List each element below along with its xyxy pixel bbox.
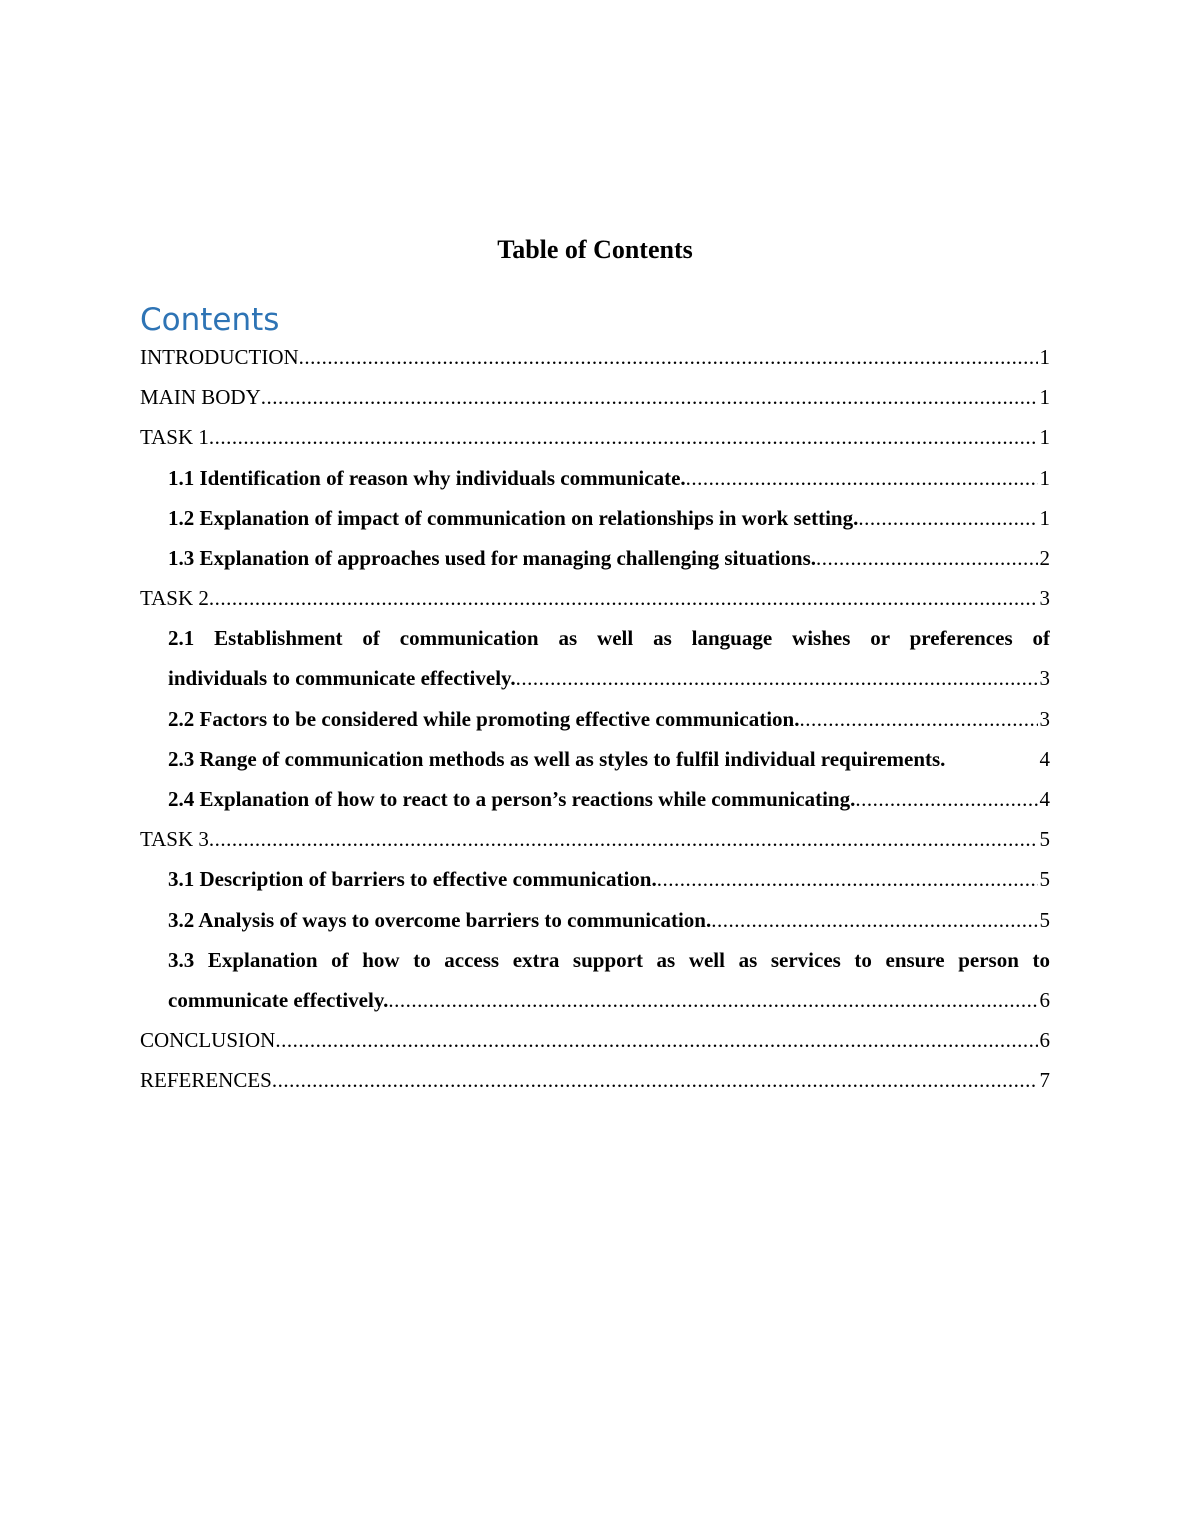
toc-leader-dots bbox=[275, 1020, 1037, 1060]
toc-entry-label: TASK 1 bbox=[140, 425, 209, 450]
toc-entry-label: REFERENCES bbox=[140, 1068, 272, 1093]
toc-page-number: 4 bbox=[1039, 746, 1050, 771]
toc-entry-label-line-1: 3.3 Explanation of how to access extra support as well as services to ensure person to bbox=[168, 947, 1050, 972]
toc-entry-conclusion[interactable] bbox=[140, 1020, 1050, 1060]
toc-entry-task-2[interactable] bbox=[140, 578, 1050, 618]
toc-leader-dots bbox=[816, 538, 1037, 578]
toc-page-number: 5 bbox=[1039, 867, 1050, 892]
toc-leader-dots bbox=[855, 779, 1037, 819]
toc-page-number: 5 bbox=[1039, 827, 1050, 852]
toc-entry-label: 3.2 Analysis of ways to overcome barriers to communication. bbox=[168, 907, 712, 932]
toc-leader-dots bbox=[299, 337, 1038, 377]
toc-page-number: 1 bbox=[1039, 385, 1050, 410]
toc-entry-references[interactable] bbox=[140, 1060, 1050, 1100]
contents-heading: Contents bbox=[140, 302, 280, 338]
toc-entry-task-3[interactable] bbox=[140, 819, 1050, 859]
toc-entry-label: 1.3 Explanation of approaches used for managing challenging situations. bbox=[168, 545, 817, 570]
toc-entry-main-body[interactable] bbox=[140, 377, 1050, 417]
toc-leader-dots bbox=[799, 699, 1037, 739]
toc-leader-dots bbox=[657, 859, 1038, 899]
toc-entry-label-line-2: individuals to communicate effectively. bbox=[168, 666, 516, 691]
toc-entry-label: 2.3 Range of communication methods as well as styles to fulfil individual requirements. bbox=[168, 746, 946, 771]
toc-page-number: 6 bbox=[1039, 987, 1050, 1012]
toc-page-number: 3 bbox=[1039, 666, 1050, 691]
toc-entry-1-1[interactable] bbox=[140, 458, 1050, 498]
toc-entry-3-1[interactable] bbox=[140, 859, 1050, 899]
toc-entry-label-line-1: 2.1 Establishment of communication as well as language wishes or preferences of bbox=[168, 626, 1050, 651]
toc-entry-2-1[interactable] bbox=[140, 618, 1050, 698]
toc-page-number: 1 bbox=[1039, 505, 1050, 530]
toc-page-number: 3 bbox=[1039, 706, 1050, 731]
toc-entry-label: INTRODUCTION bbox=[140, 344, 299, 369]
toc-entry-3-3[interactable] bbox=[140, 940, 1050, 1020]
toc-leader-dots bbox=[209, 578, 1038, 618]
toc-entry-label: CONCLUSION bbox=[140, 1028, 276, 1053]
toc-entry-label: MAIN BODY bbox=[140, 385, 261, 410]
toc-page-number: 7 bbox=[1039, 1068, 1050, 1093]
toc-page-number: 3 bbox=[1039, 586, 1050, 611]
toc-leader-dots bbox=[261, 377, 1038, 417]
toc-page-number: 1 bbox=[1039, 425, 1050, 450]
toc-page-number: 6 bbox=[1039, 1028, 1050, 1053]
toc-entry-label: 2.2 Factors to be considered while promoting effective communication. bbox=[168, 706, 800, 731]
toc-leader-dots bbox=[388, 980, 1037, 1020]
toc-entry-3-2[interactable] bbox=[140, 900, 1050, 940]
toc-page-number: 1 bbox=[1039, 344, 1050, 369]
toc-leader-dots bbox=[209, 819, 1038, 859]
toc-entry-1-2[interactable] bbox=[140, 498, 1050, 538]
toc-leader-dots bbox=[272, 1060, 1038, 1100]
toc-entry-label: TASK 2 bbox=[140, 586, 209, 611]
toc-entry-2-3[interactable] bbox=[140, 739, 1050, 779]
toc-entry-label: 2.4 Explanation of how to react to a person’s reactions while communicating. bbox=[168, 787, 856, 812]
toc-entry-2-4[interactable] bbox=[140, 779, 1050, 819]
toc-entry-line-2 bbox=[168, 659, 1050, 699]
toc-entry-label: 1.2 Explanation of impact of communication on relationships in work setting. bbox=[168, 505, 859, 530]
toc-entry-line-2 bbox=[168, 980, 1050, 1020]
toc-entry-label: TASK 3 bbox=[140, 827, 209, 852]
toc-entry-task-1[interactable] bbox=[140, 417, 1050, 457]
toc-leader-dots bbox=[686, 458, 1038, 498]
toc-entry-label: 1.1 Identification of reason why individuals communicate. bbox=[168, 465, 686, 490]
toc-page-number: 1 bbox=[1039, 465, 1050, 490]
toc-leader-dots bbox=[209, 417, 1038, 457]
toc-entry-label-line-2: communicate effectively. bbox=[168, 987, 389, 1012]
toc-entry-1-3[interactable] bbox=[140, 538, 1050, 578]
toc-entry-2-2[interactable] bbox=[140, 699, 1050, 739]
toc-entry-introduction[interactable] bbox=[140, 337, 1050, 377]
toc-page-number: 5 bbox=[1039, 907, 1050, 932]
table-of-contents bbox=[140, 337, 1050, 1101]
toc-page-number: 4 bbox=[1039, 787, 1050, 812]
toc-entry-label: 3.1 Description of barriers to effective communication. bbox=[168, 867, 657, 892]
toc-leader-dots bbox=[516, 658, 1038, 698]
toc-page-number: 2 bbox=[1039, 545, 1050, 570]
toc-leader-dots bbox=[858, 498, 1037, 538]
toc-leader-dots bbox=[711, 900, 1037, 940]
page-title: Table of Contents bbox=[497, 235, 693, 264]
